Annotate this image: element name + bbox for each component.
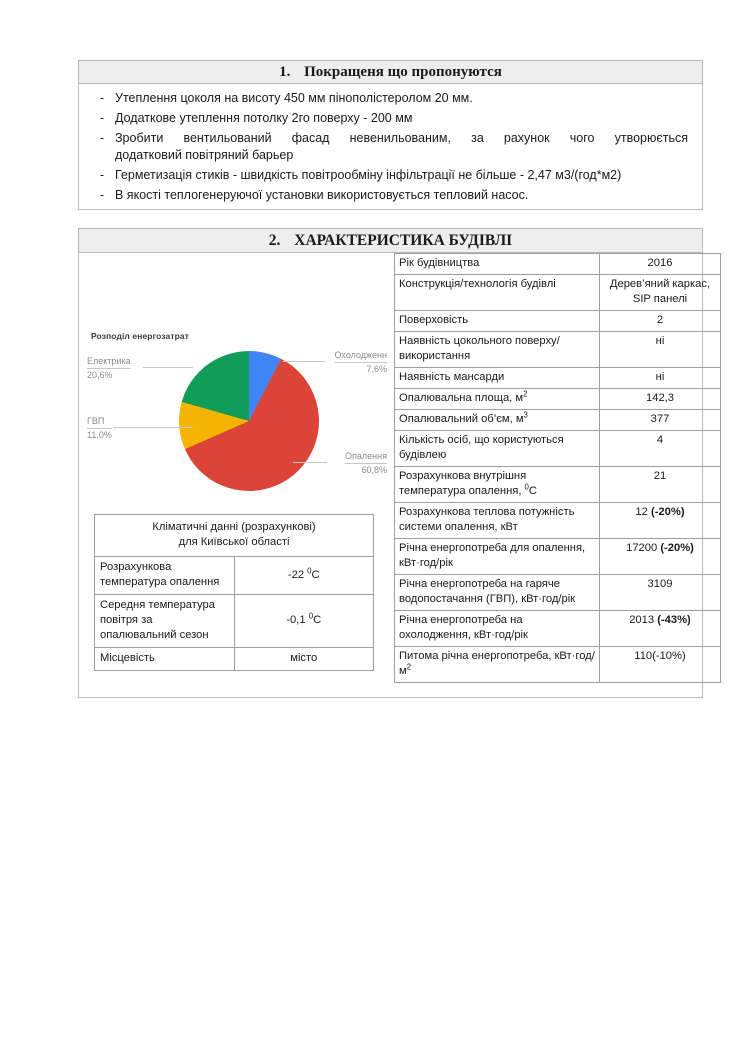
- section-1-header: [79, 61, 702, 84]
- table-cell-value: 2: [600, 311, 721, 332]
- table-cell-value: 12 (-20%): [600, 503, 721, 539]
- table-cell-value: 142,3: [600, 389, 721, 410]
- climate-table-body: [95, 515, 374, 671]
- section-1-title: Покращеня що пропонуются: [304, 64, 502, 80]
- table-cell-delta: (-20%): [660, 542, 694, 554]
- table-row: [95, 595, 374, 648]
- table-cell-value: -22 $^0$С: [234, 557, 374, 595]
- section-2-header: [79, 229, 702, 253]
- list-item: [89, 90, 688, 107]
- table-row: [395, 332, 721, 368]
- table-cell-key: Річна енергопотреба на гаряче водопостачання (ГВП), кВт·год/рік: [395, 575, 600, 611]
- table-cell-key: Розрахункова внутрішня температура опалення, $^0$С: [395, 467, 600, 503]
- list-item: [89, 130, 688, 164]
- table-row: [395, 311, 721, 332]
- table-cell-value: 2016: [600, 254, 721, 275]
- section-proposed-improvements: [78, 60, 703, 210]
- list-item-text: Утеплення цоколя на висоту 450 мм пінополістеролом 20 мм.: [115, 91, 473, 105]
- table-cell-value: 4: [600, 431, 721, 467]
- pie-label-name: Електрика: [87, 355, 131, 369]
- table-cell-value: 3109: [600, 575, 721, 611]
- table-row: [395, 467, 721, 503]
- table-cell-value: місто: [234, 648, 374, 671]
- table-cell-value: ні: [600, 332, 721, 368]
- table-cell-delta: (-43%): [657, 614, 691, 626]
- table-cell-value: 17200 (-20%): [600, 539, 721, 575]
- list-item-text: В якості теплогенеруючої установки використовується тепловий насос.: [115, 188, 529, 202]
- table-row: [395, 503, 721, 539]
- bullet-dash-icon: -: [99, 188, 105, 202]
- pie-label-percent: 7,6%: [366, 364, 387, 374]
- table-cell-value: 377: [600, 410, 721, 431]
- pie-label-percent: 11,0%: [87, 430, 112, 440]
- specs-table-body: [395, 254, 721, 683]
- table-cell-key: Конструкція/технологія будівлі: [395, 275, 600, 311]
- pie-label-elektryka: [87, 355, 131, 381]
- list-item: [89, 187, 688, 204]
- table-cell-key: Поверховість: [395, 311, 600, 332]
- list-item: [89, 167, 688, 184]
- section-2-number: 2.: [268, 232, 281, 249]
- section-2-title: ХАРАКТЕРИСТИКА БУДІВЛІ: [294, 232, 513, 249]
- pie-chart-graphic: [179, 351, 319, 491]
- table-cell-value: -0,1 $^0$С: [234, 595, 374, 648]
- chart-title: Розподіл енергозатрат: [91, 331, 189, 341]
- table-row: [395, 389, 721, 410]
- bullet-dash-icon: -: [99, 91, 105, 105]
- table-cell-key: Розрахункова теплова потужність системи опалення, кВт: [395, 503, 600, 539]
- table-row: [95, 648, 374, 671]
- table-row: [395, 431, 721, 467]
- table-cell-key: Рік будівництва: [395, 254, 600, 275]
- list-item-text: Герметизація стиків - швидкість повітрообміну інфільтрації не більше - 2,47 м3/(год*м2): [115, 168, 622, 182]
- pie-leader-line-opalennya: [293, 462, 327, 463]
- table-cell-key: Опалювальна площа, $м^2$: [395, 389, 600, 410]
- table-cell-value: 2013 (-43%): [600, 611, 721, 647]
- table-cell-key: Питома річна енергопотреба, $кВт\cdot год/м^2$: [395, 647, 600, 683]
- pie-leader-line-elektryka: [143, 367, 193, 368]
- table-cell-value: ні: [600, 368, 721, 389]
- list-item-text: Додаткове утеплення потолку 2го поверху - 200 мм: [115, 111, 413, 125]
- table-cell-key: Кількість осіб, що користуються будівлею: [395, 431, 600, 467]
- table-cell-delta: (-20%): [650, 506, 685, 518]
- climate-title-line-1: Кліматичні данні (розрахункові): [152, 521, 316, 533]
- table-row: [395, 539, 721, 575]
- table-cell-value: Дерев’яний каркас, SIP панелі: [600, 275, 721, 311]
- table-cell-key: Наявність цокольного поверху/використання: [395, 332, 600, 368]
- pie-leader-line-okholodzhenn: [283, 361, 325, 362]
- section-building-characteristics: [78, 228, 711, 698]
- table-row: [95, 557, 374, 595]
- pie-label-percent: 20,6%: [87, 370, 113, 380]
- table-cell-key: Місцевість: [95, 648, 235, 671]
- climate-table-title: [95, 515, 374, 557]
- bullet-dash-icon: -: [99, 168, 105, 182]
- table-row: [395, 254, 721, 275]
- table-row: [395, 368, 721, 389]
- table-row: [395, 647, 721, 683]
- table-cell-key: Опалювальний об’єм, $м^3$: [395, 410, 600, 431]
- table-row: [395, 611, 721, 647]
- pie-label-percent: 60,8%: [361, 465, 387, 475]
- list-item-text-line-2: додатковий повітряний барьер: [115, 148, 294, 162]
- climate-title-line-2: для Київської області: [178, 536, 290, 548]
- table-row-header: [95, 515, 374, 557]
- pie-label-okholodzhenn: [335, 349, 387, 375]
- table-cell-value: 110(-10%): [600, 647, 721, 683]
- table-cell-key: Розрахункова температура опалення: [95, 557, 235, 595]
- pie-label-opalennya: [345, 450, 387, 476]
- energy-distribution-chart: [87, 331, 387, 511]
- pie-label-name: Опалення: [345, 450, 387, 464]
- improvements-list: [79, 84, 702, 204]
- table-cell-value: 21: [600, 467, 721, 503]
- pie-label-name: Охолодженн: [335, 349, 387, 363]
- list-item-text-line-1: Зробити вентильований фасад невенильованим, за рахунок чого утворюється: [115, 131, 688, 145]
- list-item: [89, 110, 688, 127]
- list-item-text: [115, 130, 688, 164]
- bullet-dash-icon: -: [99, 131, 105, 145]
- pie-label-gvp: [87, 415, 112, 441]
- table-cell-key: Середня температура повітря за опалювальний сезон: [95, 595, 235, 648]
- table-cell-key: Річна енергопотреба для опалення, кВт·год/рік: [395, 539, 600, 575]
- climate-data-table: [94, 514, 374, 671]
- pie-label-name: ГВП: [87, 415, 112, 429]
- table-row: [395, 575, 721, 611]
- table-row: [395, 275, 721, 311]
- pie-leader-line-gvp: [113, 427, 193, 428]
- table-cell-key: Річна енергопотреба на охолодження, кВт·год/рік: [395, 611, 600, 647]
- section-1-number: 1.: [279, 64, 291, 80]
- building-specs-table: [394, 253, 721, 683]
- table-row: [395, 410, 721, 431]
- table-cell-key: Наявність мансарди: [395, 368, 600, 389]
- bullet-dash-icon: -: [99, 111, 105, 125]
- section-2-body: [79, 253, 711, 697]
